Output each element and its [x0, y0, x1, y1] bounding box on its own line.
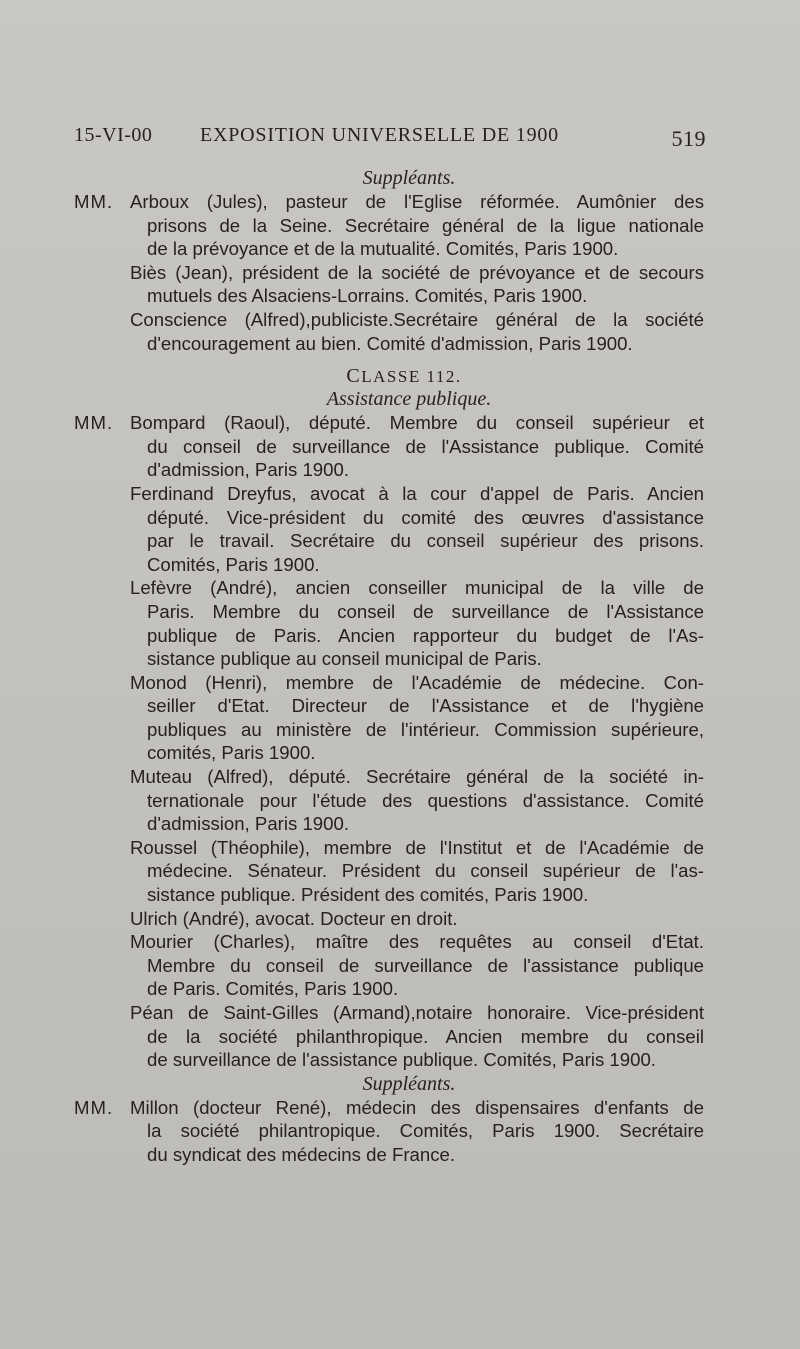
entry-line: Roussel (Théophile), membre de l'Institut et de l'Académie de — [130, 836, 704, 858]
entry-line: Millon (docteur René), médecin des dispensaires d'enfants de — [130, 1096, 704, 1118]
entry-line: mutuels des Alsaciens-Lorrains. Comités, Paris 1900. — [147, 285, 588, 307]
entry — [74, 1096, 704, 1167]
entry-body — [130, 1096, 704, 1167]
entry-line: Arboux (Jules), pasteur de l'Eglise réformée. Aumônier des — [130, 191, 704, 212]
entry-prefix — [74, 671, 130, 765]
entry-line: Péan de Saint-Gilles (Armand),notaire honoraire. Vice-président — [130, 1002, 704, 1023]
entry-body — [130, 765, 704, 836]
entry-body — [130, 836, 704, 907]
entry-line: Biès (Jean), président de la société de prévoyance et de secours — [130, 261, 704, 283]
page-number: 519 — [671, 126, 706, 151]
entry-line: d'admission, Paris 1900. — [147, 813, 349, 835]
entry-prefix — [74, 482, 130, 576]
section-title-suppleants: Suppléants. — [362, 167, 456, 189]
entry-line: Ulrich (André), avocat. Docteur en droit. — [130, 907, 458, 929]
entry-line: prisons de la Seine. Secrétaire général de la ligue nationale — [147, 214, 704, 236]
entry-line: ternationale pour l'étude des questions d'assistance. Comité — [147, 789, 704, 811]
entry-line: publique de Paris. Ancien rapporteur du budget de l'As- — [147, 624, 704, 646]
entry — [74, 576, 704, 670]
entry — [74, 261, 704, 308]
entry-body — [130, 308, 704, 355]
entry — [74, 1001, 704, 1072]
entry-line: comités, Paris 1900. — [147, 742, 316, 764]
entry-prefix: MM. — [74, 412, 114, 434]
entry-prefix — [74, 765, 130, 836]
entry-line: d'admission, Paris 1900. — [147, 459, 349, 481]
entry-line: par le travail. Secrétaire du conseil supérieur des prisons. — [147, 530, 704, 552]
class-heading — [104, 363, 704, 387]
entry — [74, 190, 704, 261]
entry-body — [130, 576, 704, 670]
entry-line: de la prévoyance et de la mutualité. Comités, Paris 1900. — [147, 238, 619, 260]
entry-line: sistance publique au conseil municipal de Paris. — [147, 648, 542, 670]
entry-prefix — [74, 1001, 130, 1072]
entry-line: Monod (Henri), membre de l'Académie de médecine. Con- — [130, 671, 704, 693]
entry-line: de la société philanthropique. Ancien membre du conseil — [147, 1025, 704, 1047]
entry-list — [74, 411, 704, 1072]
entry-line: député. Vice-président du comité des œuvres d'assistance — [147, 506, 704, 528]
entry — [74, 308, 704, 355]
entry-prefix — [74, 930, 130, 1001]
entry-prefix — [74, 308, 130, 355]
entry — [74, 930, 704, 1001]
entry-body — [130, 482, 704, 576]
entry-line: du syndicat des médecins de France. — [147, 1143, 455, 1165]
header-date: 15-VI-00 — [74, 124, 153, 146]
entry-line: Comités, Paris 1900. — [147, 553, 320, 575]
entry-body — [130, 671, 704, 765]
entry-prefix: MM. — [74, 191, 114, 212]
entry-line: de surveillance de l'assistance publique. Comités, Paris 1900. — [147, 1049, 656, 1071]
entry — [74, 836, 704, 907]
entry-line: Mourier (Charles), maître des requêtes au conseil d'Etat. — [130, 931, 704, 953]
class-heading-initial: C — [346, 365, 362, 388]
class-heading-rest: LASSE 112. — [361, 367, 462, 387]
entry-list — [74, 1096, 704, 1167]
entry-body — [130, 930, 704, 1001]
entry — [74, 671, 704, 765]
entry-line: publiques au ministère de l'intérieur. Commission supérieure, — [147, 718, 704, 740]
entry-line: du conseil de surveillance de l'Assistance publique. Comité — [147, 435, 704, 457]
page-content — [74, 166, 704, 1167]
entry-line: de Paris. Comités, Paris 1900. — [147, 978, 399, 1000]
running-title: EXPOSITION UNIVERSELLE DE 1900 — [200, 124, 559, 146]
entry-line: Lefèvre (André), ancien conseiller municipal de la ville de — [130, 577, 704, 599]
entry-body — [130, 907, 704, 931]
entry-line: Ferdinand Dreyfus, avocat à la cour d'appel de Paris. Ancien — [130, 482, 704, 504]
entry-line: Muteau (Alfred), député. Secrétaire général de la société in- — [130, 766, 704, 788]
entry — [74, 765, 704, 836]
entry-line: Bompard (Raoul), député. Membre du conseil supérieur et — [130, 412, 704, 434]
entry-body — [130, 411, 704, 482]
entry-line: sistance publique. Président des comités, Paris 1900. — [147, 884, 589, 906]
entry-body — [130, 190, 704, 261]
entry-prefix — [74, 836, 130, 907]
entry-line: la société philantropique. Comités, Paris 1900. Secrétaire — [147, 1120, 704, 1142]
entry-prefix — [74, 576, 130, 670]
entry-body — [130, 261, 704, 308]
entry-prefix: MM. — [74, 1096, 114, 1118]
entry — [74, 482, 704, 576]
entry-prefix — [74, 907, 130, 931]
section-title-suppleants-2: Suppléants. — [362, 1072, 456, 1095]
entry-line: seiller d'Etat. Directeur de l'Assistance et de l'hygiène — [147, 695, 704, 717]
section-title-assistance: Assistance publique. — [326, 388, 492, 411]
entry-body — [130, 1001, 704, 1072]
entry — [74, 411, 704, 482]
entry-line: Conscience (Alfred),publiciste.Secrétaire général de la société — [130, 308, 704, 330]
entry-list — [74, 190, 704, 355]
entry-line: d'encouragement au bien. Comité d'admission, Paris 1900. — [147, 332, 633, 354]
entry-line: médecine. Sénateur. Président du conseil supérieur de l'as- — [147, 860, 704, 882]
entry-line: Membre du conseil de surveillance de l'assistance publique — [147, 954, 704, 976]
entry — [74, 907, 704, 931]
entry-line: Paris. Membre du conseil de surveillance de l'Assistance — [147, 600, 704, 622]
entry-prefix — [74, 261, 130, 308]
